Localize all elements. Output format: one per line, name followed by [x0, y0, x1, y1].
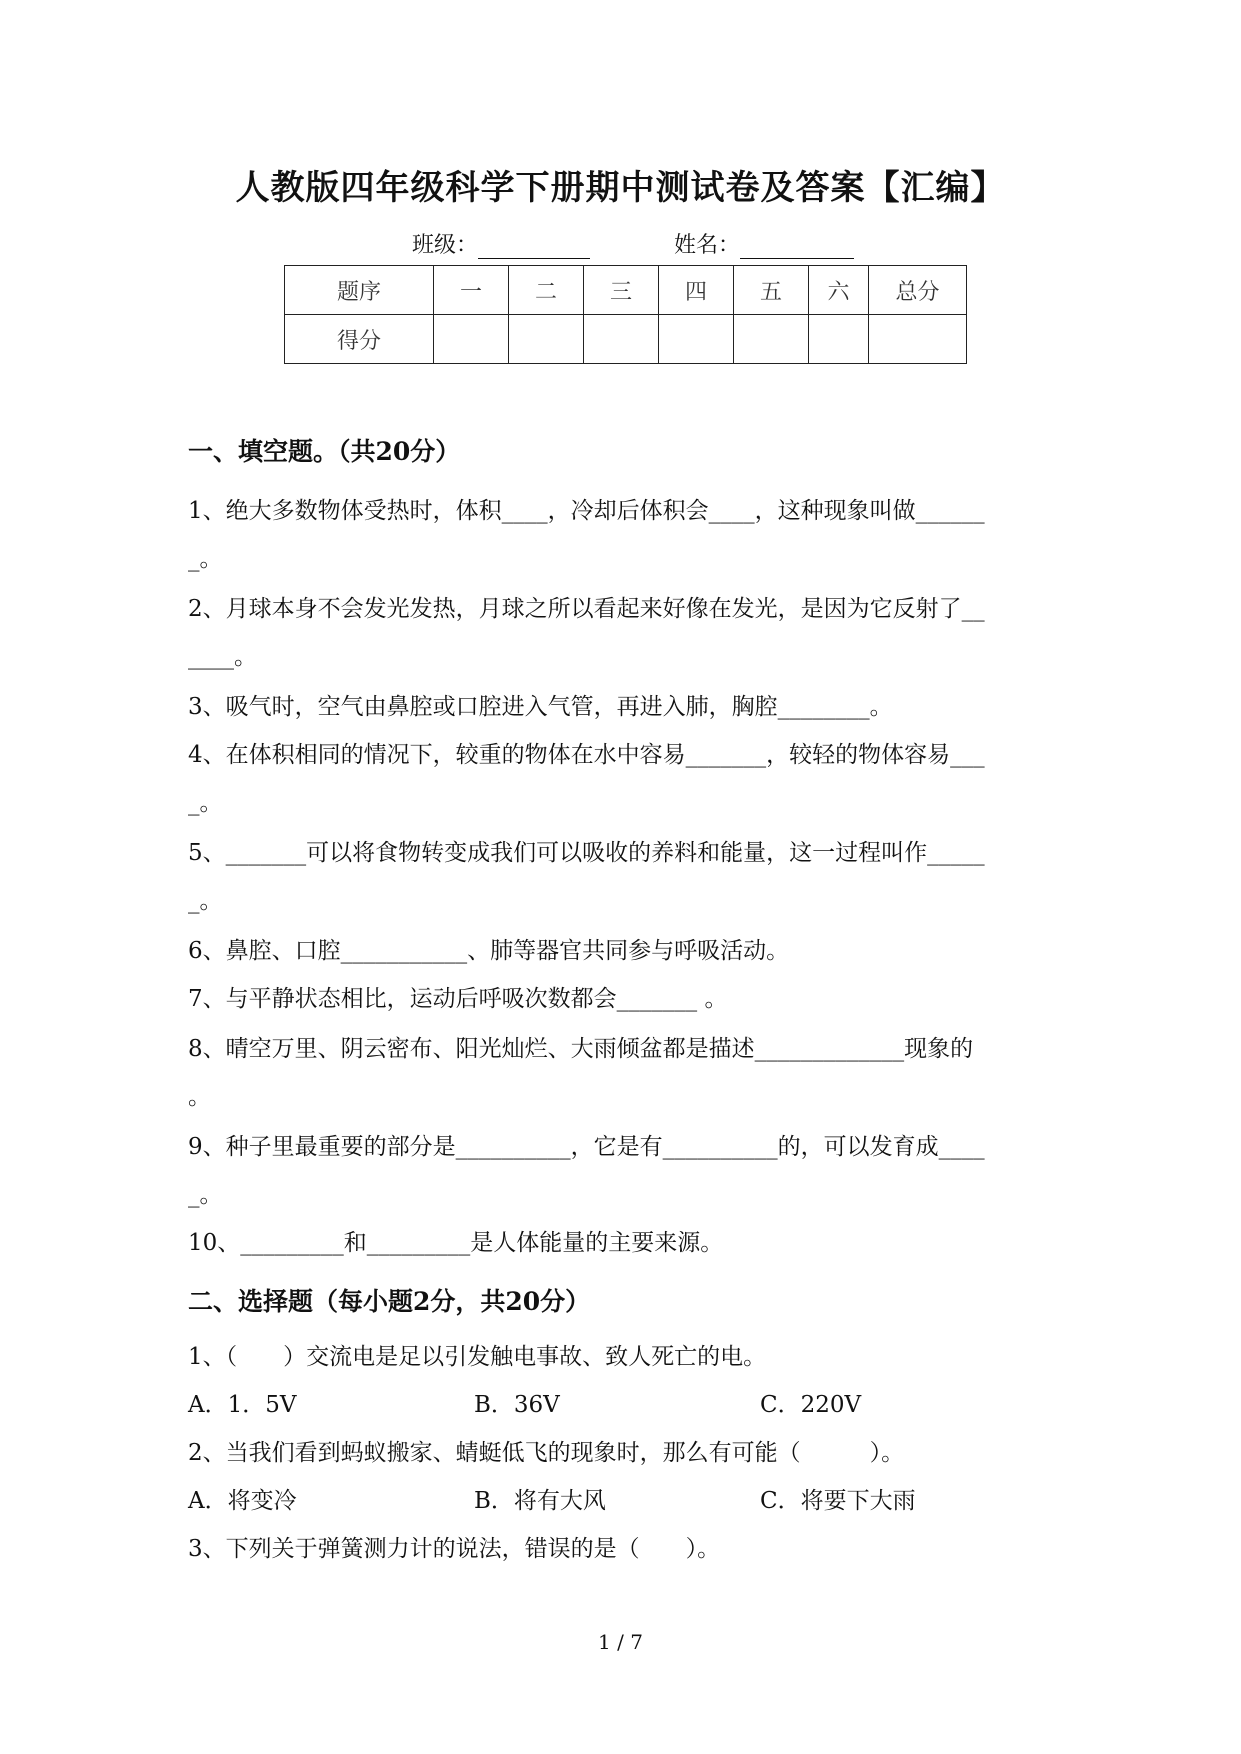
page-title: 人教版四年级科学下册期中测试卷及答案【汇编】: [235, 168, 1006, 208]
option-a[interactable]: A．将变冷: [188, 1488, 297, 1514]
option-b[interactable]: B．将有大风: [474, 1488, 606, 1514]
question-line: 3、吸气时，空气由鼻腔或口腔进入气管，再进入肺，胸腔________。: [188, 694, 893, 720]
score-cell[interactable]: [434, 315, 509, 364]
option-c[interactable]: C．220V: [760, 1392, 862, 1418]
section1-heading: 一、填空题。（共20分）: [188, 437, 461, 466]
score-cell[interactable]: [659, 315, 734, 364]
question-line: 2、月球本身不会发光发热，月球之所以看起来好像在发光，是因为它反射了__: [188, 596, 985, 622]
score-table: [284, 265, 967, 364]
section2-heading: 二、选择题（每小题2分，共20分）: [188, 1287, 591, 1316]
class-label: 班级：: [412, 233, 479, 258]
question-line: _。: [188, 1182, 223, 1208]
score-header-cell: 一: [434, 266, 509, 315]
question-line: 8、晴空万里、阴云密布、阳光灿烂、大雨倾盆都是描述_____________现象的: [188, 1036, 974, 1062]
score-header-cell: 题序: [285, 266, 434, 315]
option-c[interactable]: C．将要下大雨: [760, 1488, 916, 1514]
score-cell[interactable]: [809, 315, 869, 364]
score-cell[interactable]: [734, 315, 809, 364]
score-header-cell: 六: [809, 266, 869, 315]
score-cell[interactable]: [584, 315, 659, 364]
score-header-cell: 四: [659, 266, 734, 315]
score-header-cell: 二: [509, 266, 584, 315]
class-field: [412, 228, 590, 259]
score-header-cell: 五: [734, 266, 809, 315]
question-line: ____。: [188, 644, 257, 670]
score-header-cell: 总分: [869, 266, 967, 315]
question-line: 6、鼻腔、口腔___________、肺等器官共同参与呼吸活动。: [188, 938, 790, 964]
name-blank[interactable]: [740, 234, 854, 259]
score-value-row: [285, 315, 967, 364]
question-line: _。: [188, 888, 223, 914]
score-cell[interactable]: [509, 315, 584, 364]
score-header-row: [285, 266, 967, 315]
question-line: 5、_______可以将食物转变成我们可以吸收的养料和能量，这一过程叫作_____: [188, 840, 985, 866]
question-line: 7、与平静状态相比，运动后呼吸次数都会_______ 。: [188, 986, 728, 1012]
name-field: [674, 228, 854, 259]
class-blank[interactable]: [478, 234, 590, 259]
question-line: 4、在体积相同的情况下，较重的物体在水中容易_______，较轻的物体容易___: [188, 742, 985, 768]
name-label: 姓名：: [674, 233, 741, 258]
question-line: _。: [188, 546, 223, 572]
mc-question-1: 1、（ ）交流电是足以引发触电事故、致人死亡的电。: [188, 1344, 767, 1370]
mc-question-3: 3、下列关于弹簧测力计的说法，错误的是（ ）。: [188, 1536, 721, 1562]
mc-question-2: 2、当我们看到蚂蚁搬家、蜻蜓低飞的现象时，那么有可能（ ）。: [188, 1440, 905, 1466]
page-number: 1 / 7: [598, 1630, 643, 1654]
option-b[interactable]: B．36V: [474, 1392, 560, 1418]
score-cell[interactable]: [869, 315, 967, 364]
score-header-cell: 三: [584, 266, 659, 315]
question-line: 10、_________和_________是人体能量的主要来源。: [188, 1230, 724, 1256]
question-line: _。: [188, 790, 223, 816]
question-line: 。: [188, 1084, 211, 1110]
option-a[interactable]: A．1．5V: [188, 1392, 297, 1418]
question-line: 9、种子里最重要的部分是__________，它是有__________的，可以发育成____: [188, 1134, 985, 1160]
score-row-label: 得分: [285, 315, 434, 364]
question-line: 1、绝大多数物体受热时，体积____，冷却后体积会____，这种现象叫做______: [188, 498, 985, 524]
